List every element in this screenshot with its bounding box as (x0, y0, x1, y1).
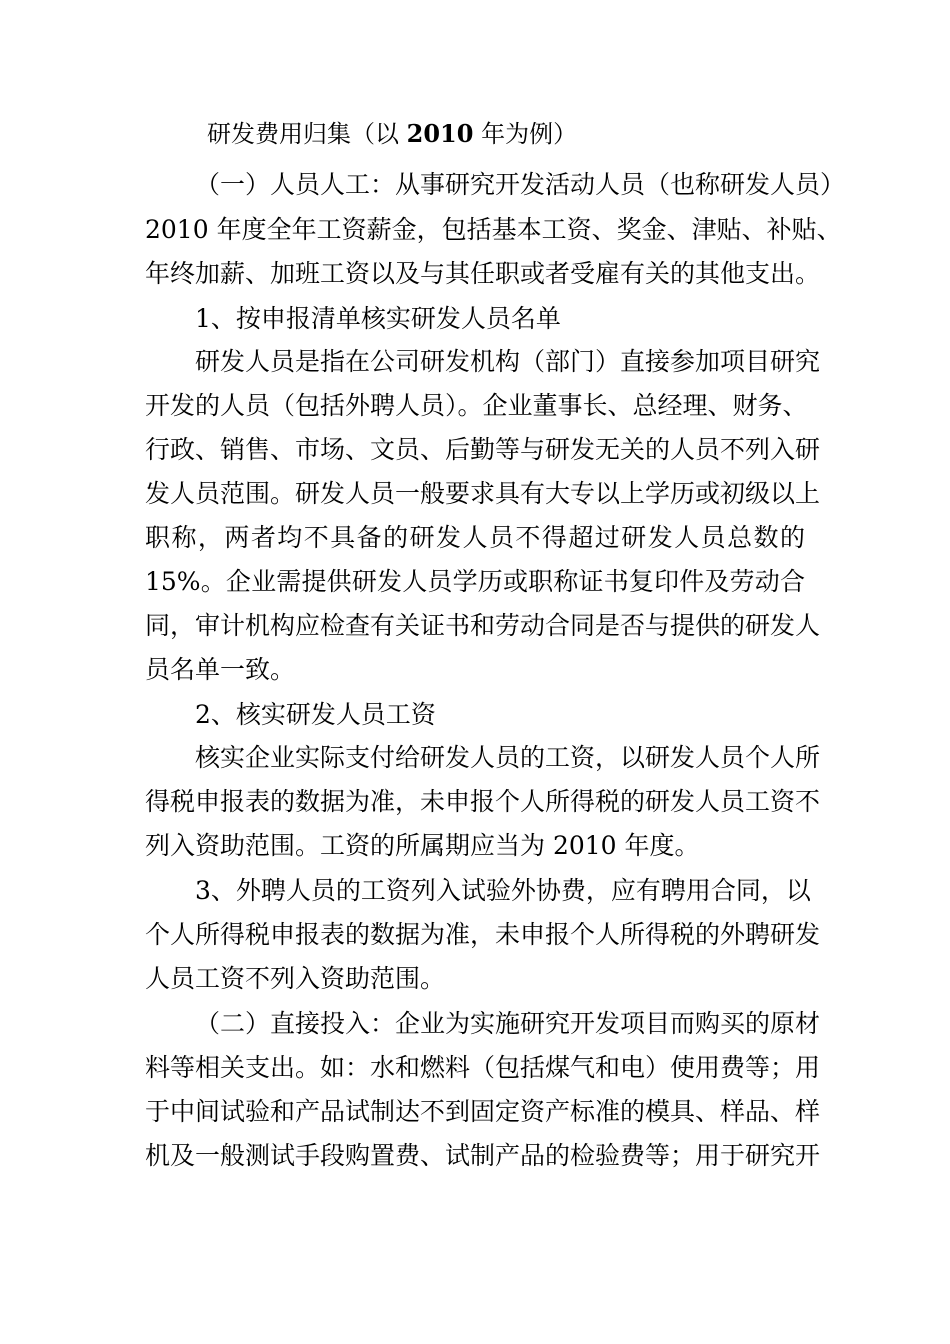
paragraph-line: 开发的人员（包括外聘人员）。企业董事长、总经理、财务、 (145, 391, 808, 420)
paragraph-line: 于中间试验和产品试制达不到固定资产标准的模具、样品、样 (145, 1097, 821, 1126)
paragraph-line: 同，审计机构应检查有关证书和劳动合同是否与提供的研发人 (145, 611, 821, 640)
paragraph-line: （一）人员人工：从事研究开发活动人员（也称研发人员） (195, 170, 846, 199)
paragraph-line: 发人员范围。研发人员一般要求具有大专以上学历或初级以上 (145, 479, 821, 508)
paragraph-line: 行政、销售、市场、文员、后勤等与研发无关的人员不列入研 (145, 435, 821, 464)
section-heading: 1、按申报清单核实研发人员名单 (195, 304, 561, 333)
paragraph-line: （二）直接投入：企业为实施研究开发项目而购买的原材 (195, 1009, 821, 1038)
paragraph-line: 15%。企业需提供研发人员学历或职称证书复印件及劳动合 (145, 567, 805, 596)
title-prefix: 研发费用归集（以 (207, 120, 407, 148)
title-year: 2010 (406, 119, 474, 148)
paragraph-line: 料等相关支出。如：水和燃料（包括煤气和电）使用费等；用 (145, 1053, 821, 1082)
paragraph-line: 机及一般测试手段购置费、试制产品的检验费等；用于研究开 (145, 1141, 821, 1170)
paragraph-line: 得税申报表的数据为准，未申报个人所得税的研发人员工资不 (145, 787, 821, 816)
paragraph-line: 核实企业实际支付给研发人员的工资，以研发人员个人所 (195, 743, 821, 772)
paragraph-line: 列入资助范围。工资的所属期应当为 2010 年度。 (145, 831, 700, 860)
paragraph-line: 年终加薪、加班工资以及与其任职或者受雇有关的其他支出。 (145, 259, 821, 288)
paragraph-line: 人员工资不列入资助范围。 (145, 964, 446, 993)
paragraph-line: 职称，两者均不具备的研发人员不得超过研发人员总数的 (145, 523, 805, 552)
paragraph-line: 员名单一致。 (145, 655, 296, 684)
paragraph-line: 研发人员是指在公司研发机构（部门）直接参加项目研究 (195, 347, 821, 376)
document-title (207, 118, 627, 150)
paragraph-line: 3、外聘人员的工资列入试验外协费，应有聘用合同，以 (195, 876, 811, 905)
title-suffix: 年为例） (473, 120, 578, 148)
paragraph-line: 个人所得税申报表的数据为准，未申报个人所得税的外聘研发 (145, 920, 821, 949)
paragraph-line: 2010 年度全年工资薪金，包括基本工资、奖金、津贴、补贴、 (145, 215, 842, 244)
section-heading: 2、核实研发人员工资 (195, 700, 436, 729)
